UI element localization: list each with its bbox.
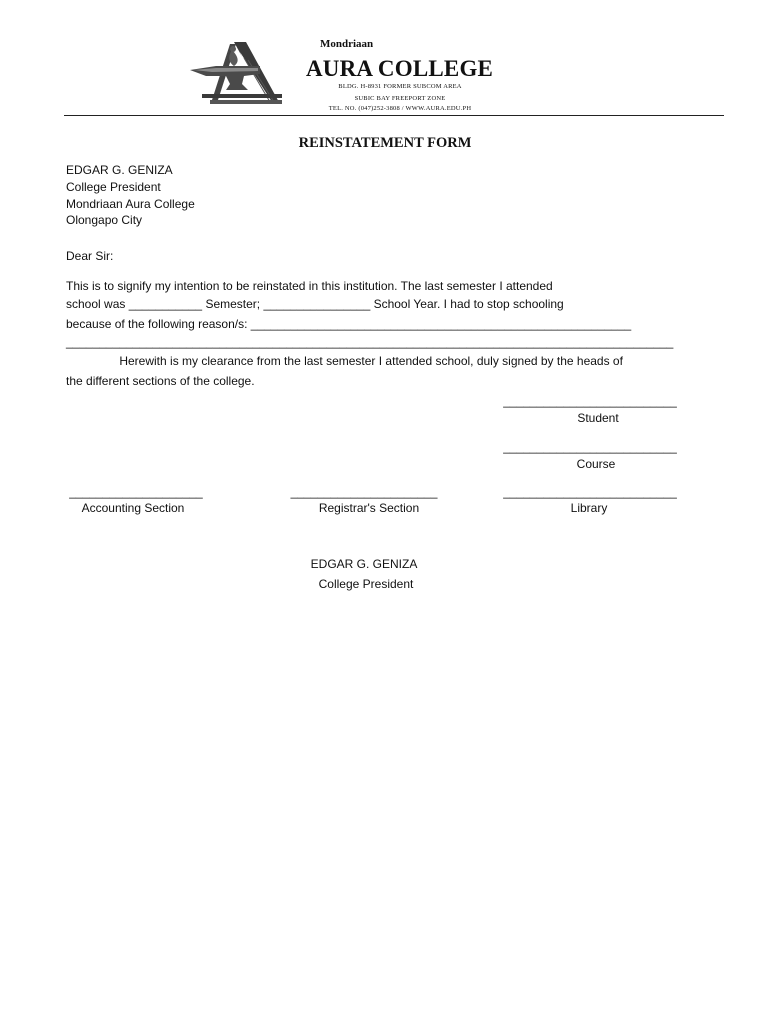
address-line-2: SUBIC BAY FREEPORT ZONE <box>354 95 446 102</box>
student-label: Student <box>577 411 619 425</box>
accounting-label: Accounting Section <box>81 501 185 515</box>
registrar-signature-line: ______________________ <box>290 485 438 499</box>
brand-name: Mondriaan <box>320 38 374 50</box>
college-logo <box>188 40 284 106</box>
body-line-6: the different sections of the college. <box>66 374 255 388</box>
recipient-institution: Mondriaan Aura College <box>66 197 195 211</box>
body-line-2: school was ___________ Semester; ________________ School Year. I had to stop schooling <box>66 297 564 311</box>
student-signature-line: __________________________ <box>503 394 677 408</box>
form-title: REINSTATEMENT FORM <box>298 135 472 151</box>
body-line-3: because of the following reason/s: _________________________________________________________ <box>66 317 632 331</box>
body-line-1: This is to signify my intention to be reinstated in this institution. The last semester I attended <box>66 279 553 293</box>
closing-name: EDGAR G. GENIZA <box>310 557 418 571</box>
accounting-signature-line: ____________________ <box>69 485 203 499</box>
closing-title: College President <box>318 577 414 591</box>
college-name: AURA COLLEGE <box>306 56 494 81</box>
course-signature-line: __________________________ <box>503 440 677 454</box>
recipient-title: College President <box>66 180 161 194</box>
address-line-1: BLDG. H-8931 FORMER SUBCOM AREA <box>338 83 462 90</box>
body-line-5: Herewith is my clearance from the last semester I attended school, duly signed by the heads of <box>66 354 623 368</box>
registrar-label: Registrar's Section <box>318 501 420 515</box>
body-line-4: ___________________________________________________________________________________________ <box>66 335 674 349</box>
address-line-3: TEL. NO. (047)252-3808 / WWW.AURA.EDU.PH <box>328 105 472 112</box>
header-divider <box>64 115 724 116</box>
recipient-city: Olongapo City <box>66 213 143 227</box>
library-label: Library <box>570 501 608 515</box>
library-signature-line: __________________________ <box>503 485 677 499</box>
salutation: Dear Sir: <box>66 249 114 263</box>
course-label: Course <box>576 457 616 471</box>
recipient-name: EDGAR G. GENIZA <box>66 163 173 177</box>
